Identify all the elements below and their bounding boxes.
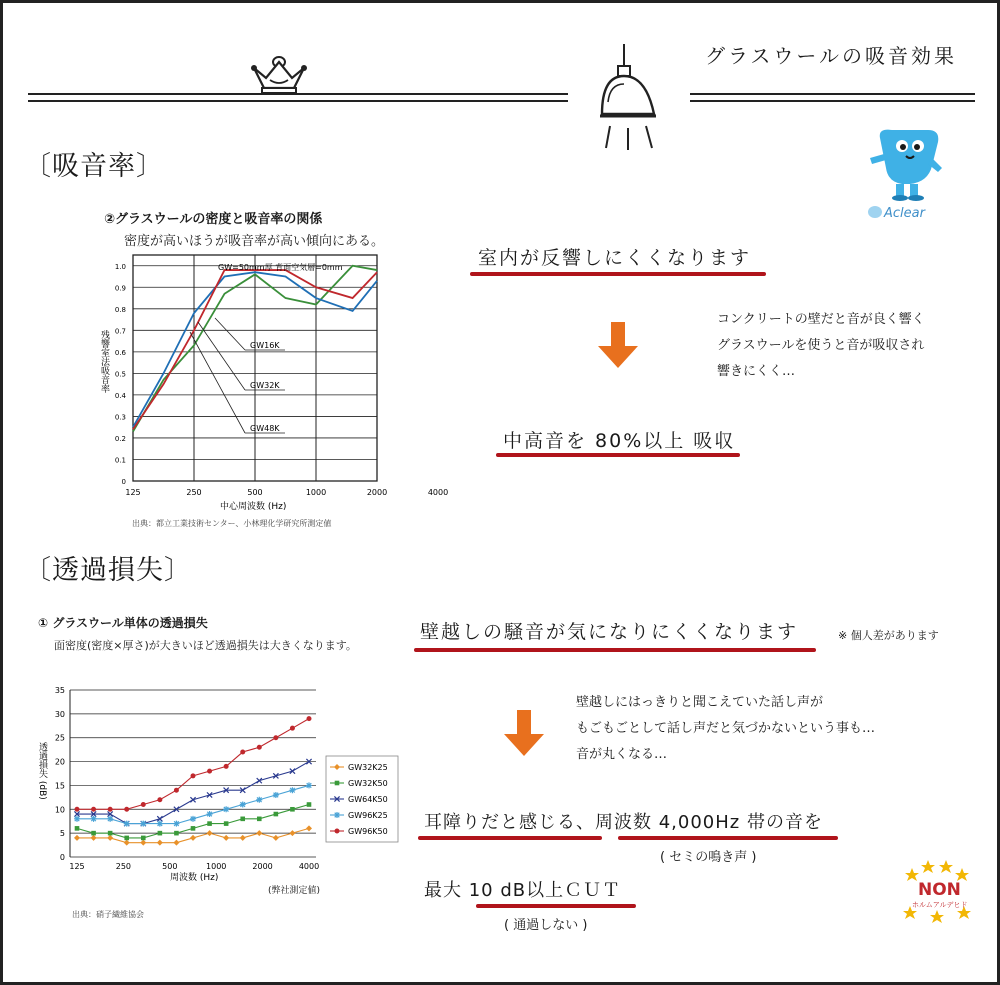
transmission-point: [273, 735, 278, 740]
absorption-x-tick-label: 125: [125, 488, 141, 497]
absorption-explanation-line: 響きにくく…: [717, 364, 796, 379]
absorption-chart-title: ②グラスウールの密度と吸音率の関係: [104, 212, 323, 227]
transmission-point: [75, 807, 80, 812]
transmission-point: [224, 821, 229, 826]
absorption-x-tick-label: 1000: [305, 488, 327, 497]
absorption-series-label: GW32K: [250, 381, 280, 390]
result-line1-underline-a: [418, 836, 602, 840]
transmission-x-tick-label: 125: [69, 862, 85, 871]
transmission-point: [191, 773, 196, 778]
transmission-point: [240, 835, 246, 841]
transmission-point: [108, 807, 113, 812]
transmission-legend-label: GW96K25: [348, 811, 388, 820]
result-line1-underline-b: [618, 836, 838, 840]
transmission-result-line2-note: ( 通過しない ): [504, 918, 588, 933]
absorption-y-tick-label: 0.1: [114, 456, 126, 465]
absorption-callout-line: [215, 318, 245, 350]
transmission-point: [307, 802, 312, 807]
transmission-measured-note: (弊社測定値): [268, 886, 321, 896]
transmission-x-axis-label: 周波数 (Hz): [170, 873, 219, 883]
down-arrow-icon: [500, 710, 548, 762]
transmission-y-tick-label: 35: [54, 686, 65, 695]
transmission-x-tick-label: 1000: [206, 862, 227, 871]
transmission-y-tick-label: 0: [59, 853, 65, 862]
transmission-y-axis-label: 透過損失 (dB): [37, 742, 47, 800]
transmission-legend-label: GW32K50: [348, 779, 388, 788]
transmission-point: [224, 764, 229, 769]
result-line2-underline: [476, 904, 636, 908]
header-rule-right-top: [690, 93, 975, 95]
mascot-brand-label: Aclear: [884, 206, 925, 221]
transmission-point: [335, 781, 340, 786]
transmission-point: [240, 817, 245, 822]
absorption-callout-line: [198, 322, 245, 390]
brand-drop-icon: [868, 206, 882, 218]
transmission-y-tick-label: 20: [54, 757, 65, 767]
transmission-point: [306, 825, 312, 831]
absorption-x-axis-label: 中心周波数 (Hz): [220, 502, 287, 512]
transmission-point: [157, 821, 163, 827]
absorption-y-tick-label: 0: [121, 478, 126, 486]
absorption-y-tick-label: 0.6: [114, 348, 126, 357]
transmission-point: [174, 831, 179, 836]
transmission-point: [289, 830, 295, 836]
mascot-icon: [866, 124, 946, 208]
transmission-point: [223, 806, 229, 812]
transmission-point: [74, 816, 80, 822]
absorption-chart: [80, 250, 449, 530]
transmission-x-tick-label: 500: [162, 862, 178, 871]
transmission-point: [91, 831, 96, 836]
transmission-y-tick-label: 15: [54, 781, 65, 791]
transmission-chart-subtitle: 面密度(密度×厚さ)が大きいほど透過損失は大きくなります。: [54, 639, 357, 652]
absorption-y-tick-label: 0.9: [114, 284, 126, 293]
transmission-point: [141, 836, 146, 841]
transmission-point: [140, 840, 146, 846]
absorption-result: 中高音を 80%以上 吸収: [503, 430, 736, 452]
transmission-point: [273, 835, 279, 841]
transmission-x-tick-label: 4000: [298, 862, 320, 871]
absorption-y-tick-label: 0.5: [114, 370, 126, 379]
absorption-chart-subtitle: 密度が高いほうが吸音率が高い傾向にある。: [124, 234, 385, 249]
absorption-y-axis-label: 残響室法吸音率: [99, 330, 109, 393]
transmission-point: [307, 716, 312, 721]
absorption-x-tick-label: 500: [247, 488, 263, 497]
transmission-point: [107, 816, 113, 822]
transmission-point: [190, 816, 196, 822]
transmission-point: [335, 829, 340, 834]
absorption-explanation-line: グラスウールを使うと音が吸収され: [717, 338, 925, 353]
transmission-point: [124, 821, 130, 827]
transmission-x-tick-label: 2000: [252, 862, 273, 871]
transmission-point: [240, 750, 245, 755]
transmission-point: [108, 831, 113, 836]
transmission-point: [141, 802, 146, 807]
transmission-explanation-line: もごもごとして話し声だと気づかないという事も…: [576, 721, 876, 736]
absorption-y-tick-label: 0.8: [114, 305, 126, 314]
transmission-chart-title: ① グラスウール単体の透過損失: [38, 616, 208, 630]
absorption-y-tick-label: 0.4: [114, 391, 126, 400]
transmission-point: [157, 797, 162, 802]
absorption-headline-underline: [470, 272, 766, 276]
absorption-y-tick-label: 1.0: [114, 262, 126, 271]
transmission-point: [207, 811, 213, 817]
transmission-point: [124, 807, 129, 812]
transmission-y-tick-label: 30: [54, 709, 65, 719]
transmission-point: [140, 821, 146, 827]
transmission-point: [91, 816, 97, 822]
transmission-point: [289, 787, 295, 793]
absorption-y-tick-label: 0.7: [114, 327, 126, 336]
transmission-result-line1-note: ( セミの鳴き声 ): [660, 850, 757, 865]
transmission-point: [207, 821, 212, 826]
transmission-point: [207, 830, 213, 836]
transmission-point: [256, 797, 262, 803]
badge-subtext: ホルムアルデヒド: [912, 901, 968, 909]
absorption-callout-line: [190, 332, 245, 433]
transmission-point: [207, 769, 212, 774]
transmission-headline-underline: [414, 648, 816, 652]
transmission-point: [334, 812, 340, 818]
transmission-legend-label: GW96K50: [348, 827, 388, 836]
transmission-source: 出典：硝子繊維協会: [72, 910, 144, 919]
lamp-icon: [592, 44, 672, 158]
transmission-point: [240, 802, 246, 808]
transmission-result-line2: 最大 10 dB以上ＣＵＴ: [424, 880, 622, 901]
transmission-point: [190, 835, 196, 841]
transmission-x-tick-label: 250: [115, 862, 132, 871]
transmission-point: [174, 788, 179, 793]
transmission-point: [91, 807, 96, 812]
absorption-x-tick-label: 250: [186, 488, 202, 497]
transmission-legend-label: GW64K50: [348, 795, 388, 804]
transmission-point: [223, 835, 229, 841]
transmission-point: [158, 831, 163, 836]
transmission-point: [256, 830, 262, 836]
absorption-chart-annotation: GW=50mm厚 背面空気層=0mm: [218, 263, 343, 272]
transmission-y-tick-label: 10: [54, 805, 65, 815]
badge-text: NON: [918, 880, 961, 900]
absorption-series-label: GW16K: [250, 341, 280, 350]
transmission-point: [257, 745, 262, 750]
transmission-point: [290, 807, 295, 812]
absorption-source: 出典：都立工業技術センター、小林理化学研究所測定値: [132, 519, 332, 528]
absorption-x-tick-label: 4000: [427, 488, 449, 497]
absorption-x-tick-label: 2000: [366, 488, 388, 497]
transmission-explanation-line: 壁越しにはっきりと聞こえていた話し声が: [576, 695, 824, 710]
transmission-point: [124, 836, 129, 841]
transmission-point: [124, 840, 130, 846]
transmission-point: [306, 782, 312, 788]
transmission-point: [290, 726, 295, 731]
absorption-series-label: GW48K: [250, 424, 280, 433]
transmission-chart: [30, 680, 410, 900]
absorption-y-tick-label: 0.2: [114, 434, 126, 443]
transmission-headline: 壁越しの騒音が気になりにくくなります: [420, 621, 799, 643]
transmission-legend-label: GW32K25: [348, 763, 388, 772]
transmission-point: [75, 826, 80, 831]
transmission-y-tick-label: 5: [59, 829, 65, 839]
absorption-result-underline: [496, 453, 740, 457]
page-title: グラスウールの吸音効果: [705, 44, 957, 68]
transmission-point: [273, 792, 279, 798]
transmission-point: [173, 840, 179, 846]
transmission-disclaimer: ※ 個人差があります: [838, 629, 939, 642]
transmission-point: [107, 835, 113, 841]
absorption-explanation: [717, 307, 925, 385]
down-arrow-icon: [594, 322, 642, 374]
crown-icon: [248, 50, 310, 102]
absorption-headline: 室内が反響しにくくなります: [478, 247, 752, 269]
transmission-point: [274, 812, 279, 817]
transmission-point: [91, 835, 97, 841]
transmission-point: [74, 835, 80, 841]
transmission-point: [173, 821, 179, 827]
transmission-result-line1: 耳障りだと感じる、周波数 4,000Hz 帯の音を: [424, 812, 823, 833]
section-heading-absorption: 〔吸音率〕: [24, 151, 164, 182]
transmission-explanation: [576, 690, 875, 768]
transmission-explanation-line: 音が丸くなる…: [576, 747, 668, 762]
transmission-point: [157, 840, 163, 846]
transmission-point: [191, 826, 196, 831]
transmission-y-tick-label: 25: [54, 733, 65, 743]
absorption-explanation-line: コンクリートの壁だと音が良く響く: [717, 312, 925, 327]
absorption-y-tick-label: 0.3: [114, 413, 126, 422]
header-rule-right-bottom: [690, 100, 975, 102]
section-heading-transmission: 〔透過損失〕: [24, 555, 192, 586]
transmission-point: [257, 817, 262, 822]
